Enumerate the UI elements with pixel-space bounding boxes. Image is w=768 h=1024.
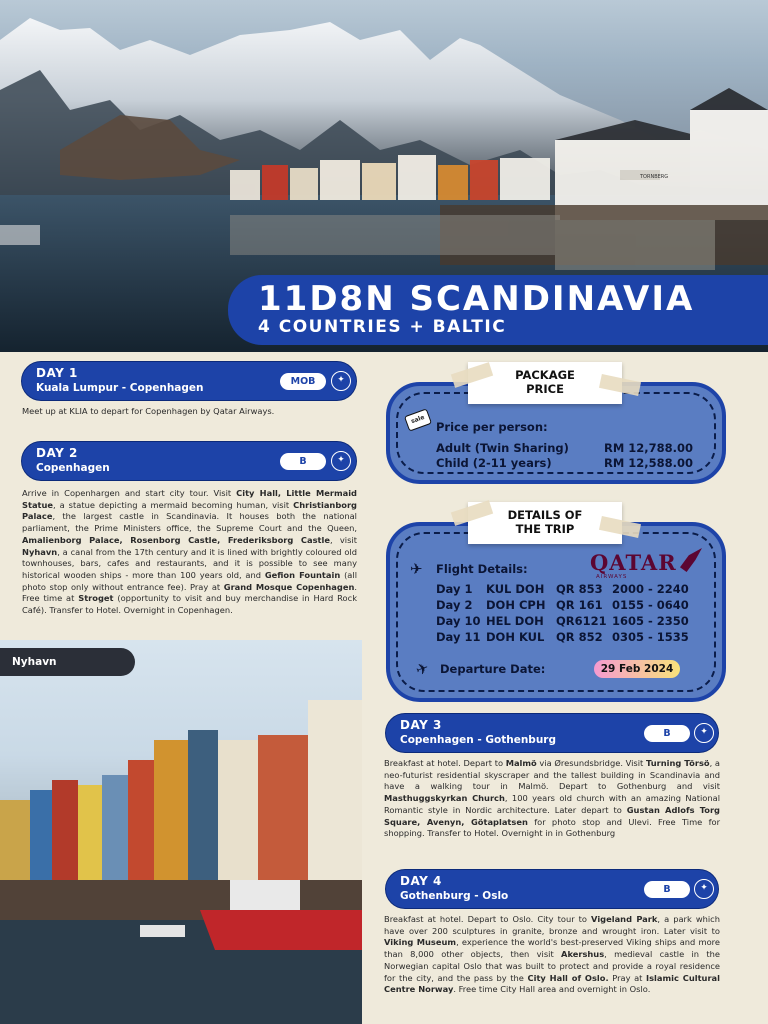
trip-details-box: ✈ Flight Details: QATAR AIRWAYS Day 1 KUL DOH QR 853 2000 - 2240 Day 2 DOH CPH QR 161 0155 - 0640 Day 10 HEL DOH QR6121 1605 - 2350 Day 11 DOH KUL QR 852 0305 - 1535 ✈ Departure Date: 29 Feb 2024 [386, 522, 726, 702]
day1-meal-badge: MOB [280, 373, 326, 390]
cutlery-icon: ✦ [694, 723, 714, 743]
nyhavn-illustration [0, 640, 362, 1024]
adult-label: Adult (Twin Sharing) [436, 441, 569, 455]
package-heading-line1: PACKAGE [515, 368, 575, 382]
day4-bar [386, 870, 718, 908]
hero-subtitle: 4 COUNTRIES + BALTIC [258, 317, 507, 337]
day1-text: Meet up at KLIA to depart for Copenhagen by Qatar Airways. [22, 406, 275, 416]
qatar-logo: QATAR [590, 550, 677, 575]
qatar-logo-sub: AIRWAYS [596, 574, 628, 580]
day2-bar [22, 442, 356, 480]
day3-bar [386, 714, 718, 752]
trip-heading-line2: THE TRIP [515, 522, 575, 536]
nyhavn-label: Nyhavn [0, 648, 135, 676]
day1-label: DAY 1 [36, 366, 78, 380]
hero-title-banner [228, 275, 768, 345]
package-heading-line2: PRICE [526, 382, 564, 396]
cutlery-icon: ✦ [694, 879, 714, 899]
airplane-icon: ✈ [410, 560, 423, 578]
departure-date-label: Departure Date: [440, 662, 546, 676]
child-label: Child (2-11 years) [436, 456, 552, 470]
day1-route: Kuala Lumpur - Copenhagen [36, 382, 204, 394]
hero-title: 11D8N SCANDINAVIA [258, 279, 695, 319]
day2-route: Copenhagen [36, 462, 110, 474]
day4-text: Breakfast at hotel. Depart to Oslo. City tour to Vigeland Park, a park which have over 200 sculptures in granite, bronze and wrought iron. Later visit to Viking Museum, experience the world's best-preserved Viking ships and more than 8,000 other objects, then visit Akershus, medieval castle in the Norwegian capital Oslo that was built to protect and provide a royal residence for the city, and the pass by the City Hall of Oslo. Pray at Islamic Cultural Centre Norway. Free time City Hall area and overnight in Oslo. [384, 914, 720, 995]
price-per-person-label: Price per person: [436, 420, 548, 434]
airplane-departure-icon: ✈ [413, 658, 432, 680]
cutlery-icon: ✦ [331, 371, 351, 391]
day2-text: Arrive in Copenhargen and start city tour. Visit City Hall, Little Mermaid Statue, a statue depicting a mermaid becoming human, visit Christianborg Palace, the largest castle in Scandinavia. It houses both the national parliament, the Prime Ministers office, the Supreme Court and the Queen, Amalienborg Palace, Rosenborg Castle, Frederiksborg Castle, visit Nyhavn, a canal from the 17th century and it is lined with brightly coloured old townhouses, bars, cafes and restaurants, and it is possible to see many historical wooden ships - more than 100 years old, and Gefion Fountain (all photo stop only without entrance fee). Pray at Grand Mosque Copenhagen. Free time at Stroget (opportunity to visit and buy merchandise in Hard Rock Café). Transfer to Hotel. Overnight in Copenhagen. [22, 488, 357, 616]
price-tag-icon: sale [404, 408, 432, 431]
house-sign-text: TORNBERG [640, 174, 669, 180]
day3-route: Copenhagen - Gothenburg [400, 734, 556, 746]
day4-meal-badge: B [644, 881, 690, 898]
departure-date-badge: 29 Feb 2024 [594, 660, 680, 678]
day3-meal-badge: B [644, 725, 690, 742]
day2-label: DAY 2 [36, 446, 78, 460]
day4-label: DAY 4 [400, 874, 442, 888]
day1-bar [22, 362, 356, 400]
trip-heading-line1: DETAILS OF [507, 508, 583, 522]
day3-label: DAY 3 [400, 718, 442, 732]
adult-price: RM 12,788.00 [604, 441, 694, 455]
day3-text: Breakfast at hotel. Depart to Malmö via Øresundsbridge. Visit Turning Törsö, a neo-futurist residential skyscraper and the tallest building in Scandinavia and have a walking tour in Malmö. Depart to Gothenburg and visit Masthuggskyrkan Church, 100 years old church with an amazing National Romantic style in Nordic architecture. Later depart to Gustan Adlofs Torg Square, Avenyn, Götaplatsen for photo stop and Ulevi. Free Time for shopping. Transfer to Hotel. Overnight in in Gothenburg [384, 758, 720, 839]
day2-meal-badge: B [280, 453, 326, 470]
day4-route: Gothenburg - Oslo [400, 890, 509, 902]
child-price: RM 12,588.00 [604, 456, 694, 470]
nyhavn-photo [0, 640, 362, 1024]
hero-image [0, 0, 768, 352]
flight-details-label: Flight Details: [436, 562, 528, 576]
cutlery-icon: ✦ [331, 451, 351, 471]
